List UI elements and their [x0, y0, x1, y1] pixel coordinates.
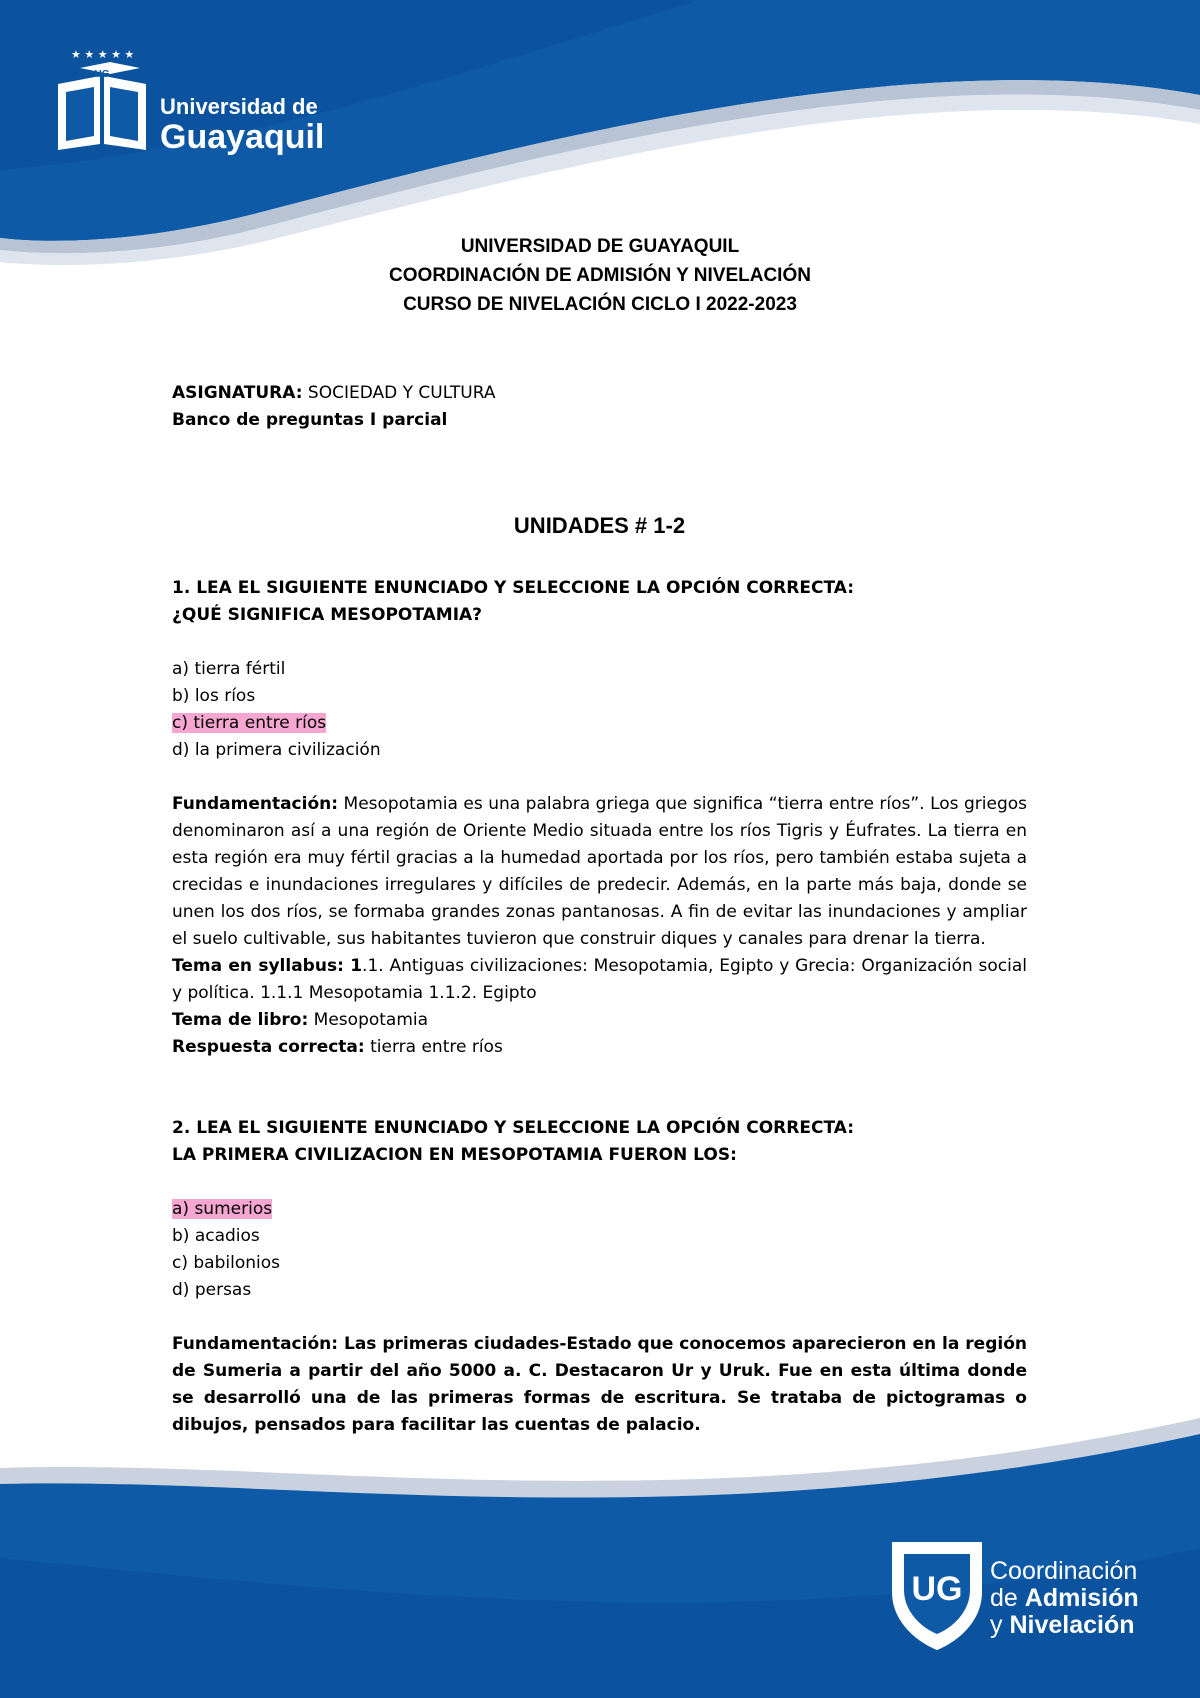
svg-text:UG: UG [94, 69, 110, 80]
units-title: UNIDADES # 1-2 [513, 513, 686, 538]
q2-option-b: b) acadios [172, 1226, 260, 1246]
footer-line3-bold: Nivelación [1009, 1611, 1135, 1639]
document-body [172, 380, 1027, 1439]
q1-book-label: Tema de libro: [172, 1010, 309, 1030]
logo-text [160, 96, 324, 154]
q1-fund-text: Mesopotamia es una palabra griega que significa “tierra entre ríos”. Los griegos denominaron así a una región de Oriente Medio situada entre los ríos Tigris y Éufrates. La tierra en esta región era muy fértil gracias a la humedad aportada por los ríos, pero también estaba sujeta a crecidas e inundaciones irregulares y difíciles de predecir. Además, en la parte más baja, donde se unen los dos ríos, se formaba grandes zonas pantanosas. A fin de evitar las inundaciones y ampliar el suelo cultivable, sus habitantes tuvieron que construir diques y canales para drenar la tierra. [172, 794, 1027, 949]
coordination-emblem [882, 1532, 992, 1652]
header-line3: CURSO DE NIVELACIÓN CICLO I 2022-2023 [403, 294, 797, 315]
footer-line2: de Admisión [990, 1584, 1139, 1612]
q2-option-c: c) babilonios [172, 1253, 280, 1273]
q2-option-d: d) persas [172, 1280, 252, 1300]
subject-line [172, 380, 1027, 407]
q1-syllabus-label: Tema en syllabus: [172, 956, 344, 976]
q1-answer-text: tierra entre ríos [364, 1037, 503, 1057]
header-line2: COORDINACIÓN DE ADMISIÓN Y NIVELACIÓN [389, 265, 811, 286]
footer-banner [0, 1398, 1200, 1698]
header-line1: UNIVERSIDAD DE GUAYAQUIL [460, 236, 740, 257]
q1-question: ¿QUÉ SIGNIFICA MESOPOTAMIA? [172, 605, 483, 625]
q1-syllabus-num: 1 [343, 956, 363, 976]
subject-label: ASIGNATURA: [172, 383, 303, 403]
logo-line1: Universidad de [160, 94, 318, 119]
footer-line1: Coordinación [990, 1557, 1138, 1585]
q1-option-a: a) tierra fértil [172, 659, 286, 679]
q2-fund-text: Las primeras ciudades-Estado que conocemos aparecieron en la región de Sumeria a partir del año 5000 a. C. Destacaron Ur y Uruk. Fue en esta última donde se desarrolló una de las primeras formas de escritura. Se trataba de pictogramas o dibujos, pensados para facilitar las cuentas de palacio. [172, 1334, 1027, 1435]
q1-option-c-highlight: c) tierra entre ríos [172, 713, 327, 733]
footer-line2-bold: Admisión [1024, 1584, 1139, 1612]
q1-fundamentacion [172, 791, 1027, 953]
footer-line3: y Nivelación [990, 1611, 1135, 1639]
q1-answer [172, 1034, 1027, 1061]
q1-answer-label: Respuesta correcta: [172, 1037, 365, 1057]
svg-text:UG: UG [911, 1570, 963, 1608]
q1-book-text: Mesopotamia [308, 1010, 429, 1030]
logo-line2: Guayaquil [160, 118, 325, 156]
q2-question: LA PRIMERA CIVILIZACION EN MESOPOTAMIA FUERON LOS: [172, 1145, 737, 1165]
q1-syllabus [172, 953, 1027, 1007]
document-header [0, 232, 1200, 319]
q1-heading: 1. LEA EL SIGUIENTE ENUNCIADO Y SELECCIONE LA OPCIÓN CORRECTA: [172, 578, 855, 598]
footer-text [990, 1558, 1139, 1639]
q2-fund-label: Fundamentación: [172, 1334, 339, 1354]
q1-fund-label: Fundamentación: [172, 794, 339, 814]
q1-option-b: b) los ríos [172, 686, 256, 706]
q2-heading: 2. LEA EL SIGUIENTE ENUNCIADO Y SELECCIONE LA OPCIÓN CORRECTA: [172, 1118, 855, 1138]
svg-text:★ ★ ★ ★ ★: ★ ★ ★ ★ ★ [71, 48, 135, 61]
subject-value: SOCIEDAD Y CULTURA [302, 383, 496, 403]
q2-option-a-highlight: a) sumerios [172, 1199, 273, 1219]
q1-option-c [172, 710, 1027, 737]
bank-title: Banco de preguntas I parcial [172, 410, 448, 430]
q2-option-a [172, 1196, 1027, 1223]
q1-book [172, 1007, 1027, 1034]
q1-syllabus-text: .1. Antiguas civilizaciones: Mesopotamia, Egipto y Grecia: Organización social y política. 1.1.1 Mesopotamia 1.1.2. Egipto [172, 956, 1028, 1003]
q1-option-d: d) la primera civilización [172, 740, 381, 760]
